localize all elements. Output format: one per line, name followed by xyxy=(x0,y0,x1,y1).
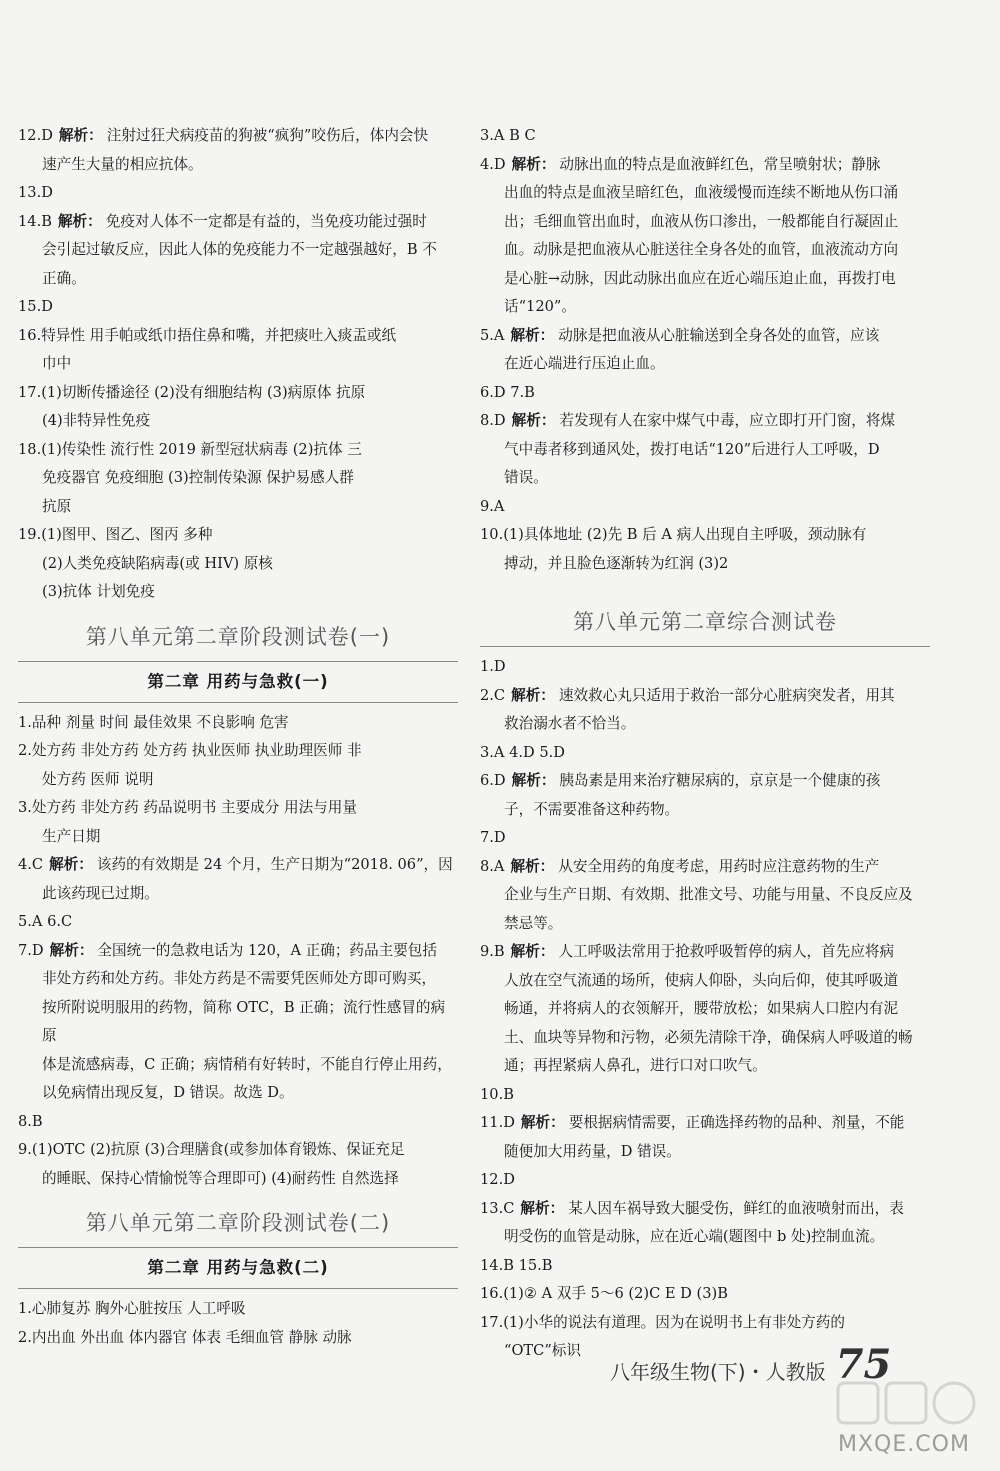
answer-text: A 双手 5～6 (2)C E D (3)B xyxy=(536,1285,728,1302)
answer-number: 5.A xyxy=(480,326,505,344)
answer-item xyxy=(18,908,458,937)
divider xyxy=(18,1288,458,1289)
answer-item xyxy=(480,407,930,493)
answer-item xyxy=(480,493,930,522)
answer-text: 用手帕或纸巾捂住鼻和嘴，并把痰吐入痰盂或纸 xyxy=(85,326,397,344)
answer-item xyxy=(18,208,458,294)
answer-number: 12.D xyxy=(18,127,53,144)
left-answers-b xyxy=(18,709,458,1194)
answer-text: 速效救心丸只适用于救治一部分心脏病突发者，用其 xyxy=(558,686,895,704)
answer-text: 胰岛素是用来治疗糖尿病的，京京是一个健康的孩 xyxy=(559,772,881,789)
answer-continuation: 此该药现已过期。 xyxy=(42,884,159,902)
answer-item xyxy=(480,122,930,151)
answer-number: 9.(1)OTC xyxy=(18,1141,86,1158)
answer-number: 17.(1)切断传播途径 xyxy=(18,383,150,401)
analysis-label: 解析： xyxy=(511,412,556,429)
answer-item xyxy=(18,436,458,522)
left-column xyxy=(18,122,458,1352)
answer-text: 注射过狂犬病疫苗的狗被“疯狗”咬伤后，体内会快 xyxy=(106,127,429,144)
answer-number: 19.(1)图甲、图乙、图丙 xyxy=(18,526,179,543)
answer-item xyxy=(18,1295,458,1324)
analysis-label: 解析： xyxy=(510,943,555,960)
answer-item xyxy=(480,322,930,379)
answer-number: 2.处方药 xyxy=(18,742,76,759)
answer-item xyxy=(18,521,458,607)
answer-number: 4.D xyxy=(480,155,506,173)
answer-continuation: (3)抗体 计划免疫 xyxy=(42,583,155,600)
answer-number: 10.(1)具体地址 xyxy=(480,526,583,543)
answer-number: 9.B xyxy=(480,943,505,960)
divider xyxy=(480,646,930,647)
right-answers-a xyxy=(480,122,930,578)
answer-item xyxy=(18,322,458,379)
answer-continuation: 生产日期 xyxy=(42,827,101,845)
answer-item xyxy=(480,767,930,824)
answer-continuation: 会引起过敏反应，因此人体的免疫能力不一定越强越好，B 不 xyxy=(42,241,437,258)
answer-continuation: 免疫器官 免疫细胞 (3)控制传染源 保护易感人群 xyxy=(42,469,354,486)
answer-number: 6.D 7.B xyxy=(480,383,535,401)
answer-continuation: 子，不需要准备这种药物。 xyxy=(504,800,680,818)
answer-item xyxy=(18,794,458,851)
answer-number: 12.D xyxy=(480,1171,515,1188)
answer-text: 若发现有人在家中煤气中毒，应立即打开门窗，将煤 xyxy=(559,412,896,429)
answer-item xyxy=(18,1324,458,1353)
page-number: 75 xyxy=(835,1341,892,1388)
answer-item xyxy=(480,151,930,322)
answer-continuation: 抗原 xyxy=(42,497,72,515)
answer-item xyxy=(480,1252,930,1281)
answer-continuation: “OTC”标识 xyxy=(504,1342,581,1359)
answer-continuation: 明受伤的血管是动脉，应在近心端(题图中 b 处)控制血流。 xyxy=(504,1228,885,1245)
answer-continuation: 出血的特点是血液呈暗红色，血液缓慢而连续不断地从伤口涌 xyxy=(504,184,899,201)
answer-item xyxy=(18,737,458,794)
answer-number: 11.D xyxy=(480,1114,515,1131)
watermark-text: MXQE.COM xyxy=(838,1432,970,1457)
answer-item xyxy=(480,938,930,1081)
answer-text: 该药的有效期是 24 个月，生产日期为“2018. 06”，因 xyxy=(96,856,453,873)
answer-item xyxy=(18,709,458,738)
answer-text: 胸外心脏按压 人工呼吸 xyxy=(90,1300,246,1317)
answer-continuation: 处方药 医师 说明 xyxy=(42,770,154,788)
answer-number: 13.C xyxy=(480,1199,515,1217)
right-column xyxy=(480,122,930,1366)
analysis-label: 解析： xyxy=(511,772,556,789)
answer-number: 3.处方药 xyxy=(18,799,76,816)
answer-item xyxy=(480,682,930,739)
answer-number: 3.A 4.D 5.D xyxy=(480,743,565,761)
answer-item xyxy=(480,1195,930,1252)
answer-text: (2)没有细胞结构 (3)病原体 抗原 xyxy=(149,383,366,401)
answer-continuation: 气中毒者移到通风处，拨打电话“120”后进行人工呼吸，D xyxy=(504,440,880,458)
subsection-title-1: 第二章 用药与急救(一) xyxy=(147,671,329,691)
answer-continuation: 血。动脉是把血液从心脏送往全身各处的血管，血液流动方向 xyxy=(504,241,899,258)
answer-item xyxy=(18,1108,458,1137)
answer-text: 人工呼吸法常用于抢救呼吸暂停的病人，首先应将病 xyxy=(558,943,895,960)
answer-continuation: 随便加大用药量，D 错误。 xyxy=(504,1142,681,1160)
answer-number: 17.(1)小华的说法有道理。 xyxy=(480,1313,656,1331)
answer-number: 16.(1)② xyxy=(480,1285,537,1302)
answer-continuation: 非处方药和处方药。非处方药是不需要凭医师处方即可购买， xyxy=(42,970,437,987)
divider xyxy=(18,702,458,703)
answer-continuation: 正确。 xyxy=(42,269,86,287)
analysis-label: 解析： xyxy=(58,127,103,144)
answer-item xyxy=(480,379,930,408)
answer-continuation: 是心脏→动脉，因此动脉出血应在近心端压迫止血，再拨打电 xyxy=(504,269,896,287)
answer-number: 8.A xyxy=(480,857,505,875)
answer-continuation: 企业与生产日期、有效期、批准文号、功能与用量、不良反应及 xyxy=(504,886,913,903)
answer-text: 剂量 时间 最佳效果 不良影响 危害 xyxy=(61,713,289,731)
answer-item xyxy=(18,122,458,179)
answer-number: 7.D xyxy=(480,829,506,846)
left-answers-c xyxy=(18,1295,458,1352)
answer-item xyxy=(480,739,930,768)
answer-number: 10.B xyxy=(480,1085,514,1103)
answer-item xyxy=(18,1136,458,1193)
answer-number: 7.D xyxy=(18,941,44,959)
answer-text: 因为在说明书上有非处方药的 xyxy=(655,1313,845,1331)
analysis-label: 解析： xyxy=(520,1114,565,1131)
section-title-stage-1: 第八单元第二章阶段测试卷(一) xyxy=(85,624,391,649)
analysis-label: 解析： xyxy=(57,212,102,230)
answer-item xyxy=(18,293,458,322)
answer-continuation: 出；毛细血管出血时，血液从伤口渗出，一般都能自行凝固止 xyxy=(504,212,899,230)
section-title-comprehensive: 第八单元第二章综合测试卷 xyxy=(573,610,837,634)
answer-item xyxy=(480,653,930,682)
answer-item xyxy=(480,1109,930,1166)
answer-text: 某人因车祸导致大腿受伤，鲜红的血液喷射而出，表 xyxy=(568,1199,904,1217)
answer-item xyxy=(480,521,930,578)
answer-continuation: 体是流感病毒，C 正确；病情稍有好转时，不能自行停止用药， xyxy=(42,1055,452,1073)
answer-continuation: 错误。 xyxy=(504,469,548,486)
answer-item xyxy=(480,1280,930,1309)
analysis-label: 解析： xyxy=(49,941,94,959)
answer-text: 动脉出血的特点是血液鲜红色，常呈喷射状；静脉 xyxy=(559,155,881,173)
answer-item xyxy=(18,851,458,908)
analysis-label: 解析： xyxy=(510,857,555,875)
answer-number: 1.品种 xyxy=(18,713,62,731)
answer-text: 全国统一的急救电话为 120，A 正确；药品主要包括 xyxy=(97,941,437,959)
answer-text: 多种 xyxy=(178,526,213,543)
answer-continuation: 通；再捏紧病人鼻孔，进行口对口吹气。 xyxy=(504,1057,767,1074)
divider xyxy=(18,661,458,662)
answer-continuation: 话“120”。 xyxy=(504,298,576,315)
answer-text: 动脉是把血液从心脏输送到全身各处的血管，应该 xyxy=(558,326,880,344)
answer-text: 非处方药 药品说明书 主要成分 用法与用量 xyxy=(75,799,357,816)
answer-continuation: (4)非特异性免疫 xyxy=(42,412,151,429)
answer-number: 5.A 6.C xyxy=(18,913,73,930)
answer-text: (2)先 B 后 A 病人出现自主呼吸，颈动脉有 xyxy=(582,526,867,543)
answer-text: 外出血 体内器官 体表 毛细血管 静脉 动脉 xyxy=(75,1328,352,1346)
answer-item xyxy=(480,824,930,853)
answer-text: 要根据病情需要，正确选择药物的品种、剂量，不能 xyxy=(568,1114,905,1131)
left-answers-a xyxy=(18,122,458,607)
answer-continuation: 的睡眠、保持心情愉悦等合理即可) (4)耐药性 自然选择 xyxy=(42,1169,399,1187)
answer-number: 6.D xyxy=(480,772,506,789)
answer-number: 8.D xyxy=(480,412,506,429)
answer-continuation: 在近心端进行压迫止血。 xyxy=(504,355,665,372)
answer-text: 非处方药 处方药 执业医师 执业助理医师 非 xyxy=(75,742,362,759)
answer-continuation: 土、血块等异物和污物，必须先清除干净，确保病人呼吸道的畅 xyxy=(504,1028,913,1046)
analysis-label: 解析： xyxy=(49,856,93,873)
answer-item xyxy=(18,379,458,436)
answer-continuation: 救治溺水者不恰当。 xyxy=(504,715,636,732)
subsection-title-2: 第二章 用药与急救(二) xyxy=(147,1258,329,1277)
section-title-stage-2: 第八单元第二章阶段测试卷(二) xyxy=(85,1211,391,1235)
divider xyxy=(18,1247,458,1248)
answer-number: 13.D xyxy=(18,184,53,201)
analysis-label: 解析： xyxy=(510,326,555,344)
answer-item xyxy=(480,853,930,939)
answer-number: 3.A B C xyxy=(480,127,536,144)
answer-text: 免疫对人体不一定都是有益的，当免疫功能过强时 xyxy=(105,212,427,230)
answer-item xyxy=(480,1166,930,1195)
answer-number: 14.B xyxy=(18,212,52,230)
analysis-label: 解析： xyxy=(511,686,555,704)
answer-item xyxy=(18,937,458,1108)
answer-number: 14.B 15.B xyxy=(480,1256,553,1274)
analysis-label: 解析： xyxy=(520,1199,565,1217)
answer-continuation: 禁忌等。 xyxy=(504,914,563,932)
answer-number: 1.心肺复苏 xyxy=(18,1300,91,1317)
answer-continuation: 巾中 xyxy=(42,355,72,372)
answer-continuation: 畅通，并将病人的衣领解开，腰带放松；如果病人口腔内有泥 xyxy=(504,1000,899,1017)
answer-number: 4.C xyxy=(18,856,44,873)
answer-item xyxy=(480,1081,930,1110)
answer-continuation: 搏动，并且脸色逐渐转为红润 (3)2 xyxy=(504,554,729,572)
answer-number: 16.特异性 xyxy=(18,326,85,344)
answer-continuation: 按所附说明服用的药物，简称 OTC，B 正确；流行性感冒的病原 xyxy=(42,998,446,1044)
answer-number: 2.C xyxy=(480,686,506,704)
answer-text: (2)抗原 (3)合理膳食(或参加体育锻炼、保证充足 xyxy=(85,1141,405,1158)
answer-continuation: 人放在空气流通的场所，使病人仰卧，头向后仰，使其呼吸道 xyxy=(504,971,899,989)
answer-continuation: 以免病情出现反复，D 错误。故选 D。 xyxy=(42,1084,294,1101)
answer-text: 2019 新型冠状病毒 (2)抗体 三 xyxy=(154,440,362,458)
analysis-label: 解析： xyxy=(511,155,556,173)
right-answers-b xyxy=(480,653,930,1366)
answer-number: 9.A xyxy=(480,497,505,515)
answer-continuation: 速产生大量的相应抗体。 xyxy=(42,155,203,173)
answer-number: 1.D xyxy=(480,658,506,675)
footer-label: 八年级生物(下)・人教版 xyxy=(610,1360,826,1384)
answer-number: 18.(1)传染性 流行性 xyxy=(18,440,155,458)
answer-number: 2.内出血 xyxy=(18,1328,76,1346)
answer-text: 从安全用药的角度考虑，用药时应注意药物的生产 xyxy=(558,857,880,875)
answer-item xyxy=(18,179,458,208)
answer-continuation: (2)人类免疫缺陷病毒(或 HIV) 原核 xyxy=(42,554,273,572)
answer-number: 15.D xyxy=(18,298,53,315)
answer-number: 8.B xyxy=(18,1112,43,1130)
